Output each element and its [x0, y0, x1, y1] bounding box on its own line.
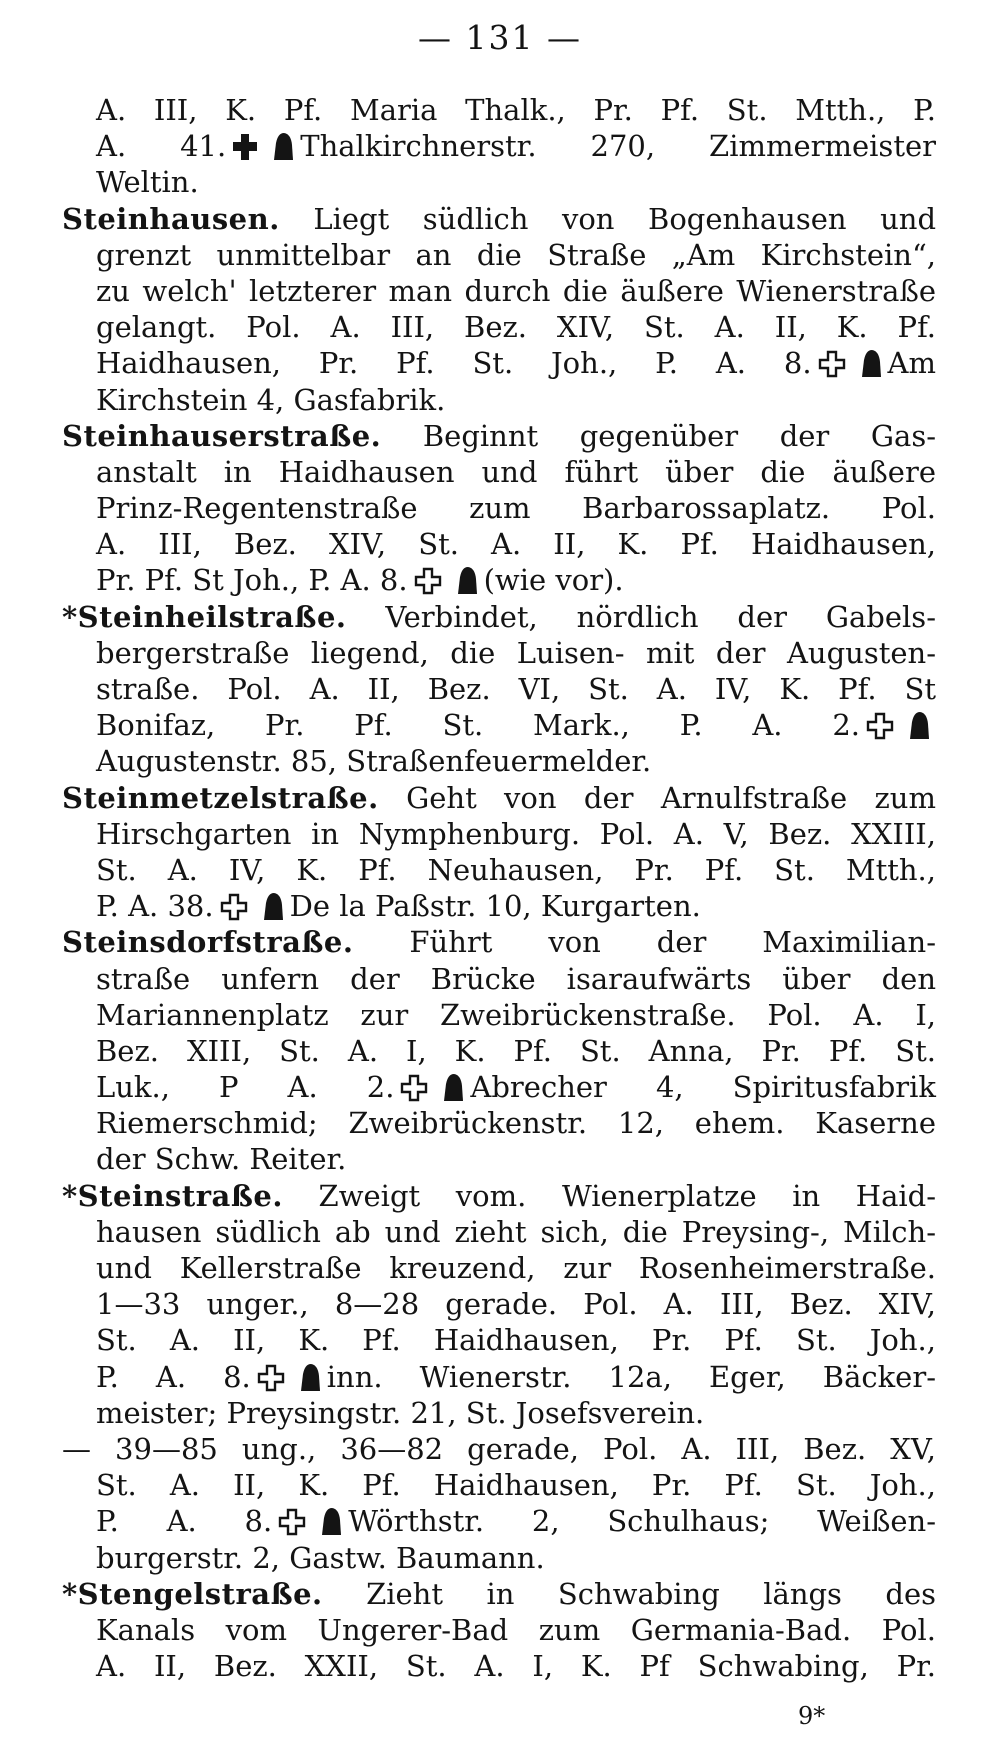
entry-headword: *Steinheilstraße. [62, 599, 347, 634]
entry-headword: Steinsdorfstraße. [62, 925, 354, 960]
page-number: — 131 — [418, 18, 582, 57]
text-line: Steinsdorfstraße. Führt von der Maximilian- [62, 925, 936, 960]
text-line: Steinhausen. Liegt südlich von Bogenhausen und [62, 201, 937, 236]
text-line: grenzt unmittelbar an die Straße „Am Kirchstein“, [96, 237, 936, 272]
directory-entry [96, 92, 936, 201]
text-line: der Schw. Reiter. [96, 1142, 347, 1177]
post-horn-bell-icon [270, 131, 294, 169]
text-line: Steinmetzelstraße. Geht von der Arnulfstraße zum [62, 780, 936, 815]
text-line: P. A. 8. inn. Wienerstr. 12a, Eger, Bäcker- [96, 1359, 936, 1395]
text-line: Augustenstr. 85, Straßenfeuermelder. [96, 744, 652, 779]
church-cross-outline-icon [818, 350, 846, 386]
text-line: *Steinheilstraße. Verbindet, nördlich der Gabels- [62, 599, 936, 634]
post-horn-bell-icon [454, 565, 478, 603]
entry-headword: Steinhausen. [62, 201, 280, 236]
text-line: meister; Preysingstr. 21, St. Josefsverein. [96, 1395, 705, 1430]
text-line: *Stengelstraße. Zieht in Schwabing längs des [62, 1576, 936, 1611]
text-line: Hirschgarten in Nymphenburg. Pol. A. V, Bez. XXIII, [96, 816, 936, 851]
text-line: Mariannenplatz zur Zweibrückenstraße. Pol. A. I, [96, 997, 936, 1032]
text-line: anstalt in Haidhausen und führt über die äußere [96, 454, 936, 489]
post-horn-bell-icon [906, 710, 930, 748]
signature-mark: 9* [798, 1702, 826, 1730]
directory-entry [62, 780, 936, 925]
text-line: A. II, Bez. XXII, St. A. I, K. Pf Schwabing, Pr. [96, 1649, 936, 1684]
text-line: St. A. II, K. Pf. Haidhausen, Pr. Pf. St. Joh., [96, 1468, 936, 1503]
entry-headword: Steinmetzelstraße. [62, 780, 379, 815]
text-line: Steinhauserstraße. Beginnt gegenüber der Gas- [62, 418, 936, 453]
church-cross-icon [232, 133, 258, 169]
text-line: Bez. XIII, St. A. I, K. Pf. St. Anna, Pr. Pf. St. [96, 1033, 936, 1068]
text-line: A. III, Bez. XIV, St. A. II, K. Pf. Haidhausen, [96, 527, 936, 562]
text-line: Luk., P A. 2. Abrecher 4, Spiritusfabrik [96, 1069, 936, 1105]
text-line: Bonifaz, Pr. Pf. St. Mark., P. A. 2. [96, 707, 936, 743]
text-line: Kirchstein 4, Gasfabrik. [96, 382, 446, 417]
text-line: 1—33 unger., 8—28 gerade. Pol. A. III, Bez. XIV, [96, 1287, 936, 1322]
text-line: gelangt. Pol. A. III, Bez. XIV, St. A. II, K. Pf. [96, 310, 936, 345]
post-horn-bell-icon [318, 1506, 342, 1544]
text-line: *Steinstraße. Zweigt vom. Wienerplatze in Haid- [62, 1178, 936, 1213]
text-line: P. A. 38. De la Paßstr. 10, Kurgarten. [96, 888, 936, 924]
text-line: Haidhausen, Pr. Pf. St. Joh., P. A. 8. Am [96, 345, 936, 381]
directory-entry [62, 1178, 937, 1431]
text-line: A. 41. Thalkirchnerstr. 270, Zimmermeister [96, 128, 936, 164]
street-directory-text [62, 92, 937, 1684]
post-horn-bell-icon [858, 348, 882, 386]
church-cross-outline-icon [866, 712, 894, 748]
text-line: A. III, K. Pf. Maria Thalk., Pr. Pf. St. Mtth., P. [96, 93, 936, 127]
text-line: Prinz-Regentenstraße zum Barbarossaplatz. Pol. [96, 491, 936, 526]
text-line: St. A. IV, K. Pf. Neuhausen, Pr. Pf. St. Mtth., [96, 852, 936, 887]
text-line: — 39—85 ung., 36—82 gerade, Pol. A. III, Bez. XV, [62, 1431, 936, 1466]
text-line: straße unfern der Brücke isaraufwärts über den [96, 961, 936, 996]
text-line: Pr. Pf. St Joh., P. A. 8. (wie vor). [96, 562, 936, 598]
directory-entry [62, 1431, 936, 1576]
text-line: zu welch' letzterer man durch die äußere Wienerstraße [96, 273, 936, 308]
directory-entry [62, 418, 936, 599]
entry-headword: *Stengelstraße. [62, 1576, 323, 1611]
directory-entry [62, 599, 936, 780]
directory-entry [62, 1576, 936, 1685]
text-line: Weltin. [96, 165, 199, 200]
text-line: St. A. II, K. Pf. Haidhausen, Pr. Pf. St. Joh., [96, 1323, 936, 1358]
entry-headword: Steinhauserstraße. [62, 418, 382, 453]
directory-entry [62, 924, 937, 1177]
entry-headword: *Steinstraße. [62, 1178, 283, 1213]
text-line: Riemerschmid; Zweibrückenstr. 12, ehem. Kaserne [96, 1106, 936, 1141]
text-line: straße. Pol. A. II, Bez. VI, St. A. IV, K. Pf. St [96, 672, 936, 706]
text-line: und Kellerstraße kreuzend, zur Rosenheimerstraße. [96, 1251, 936, 1285]
text-line: bergerstraße liegend, die Luisen- mit der Augusten- [96, 635, 936, 670]
directory-entry [62, 201, 937, 418]
text-line: P. A. 8. Wörthstr. 2, Schulhaus; Weißen- [96, 1503, 936, 1539]
text-line: burgerstr. 2, Gastw. Baumann. [96, 1540, 545, 1575]
text-line: hausen südlich ab und zieht sich, die Preysing-, Milch- [96, 1214, 936, 1249]
text-line: Kanals vom Ungerer-Bad zum Germania-Bad. Pol. [96, 1612, 936, 1647]
